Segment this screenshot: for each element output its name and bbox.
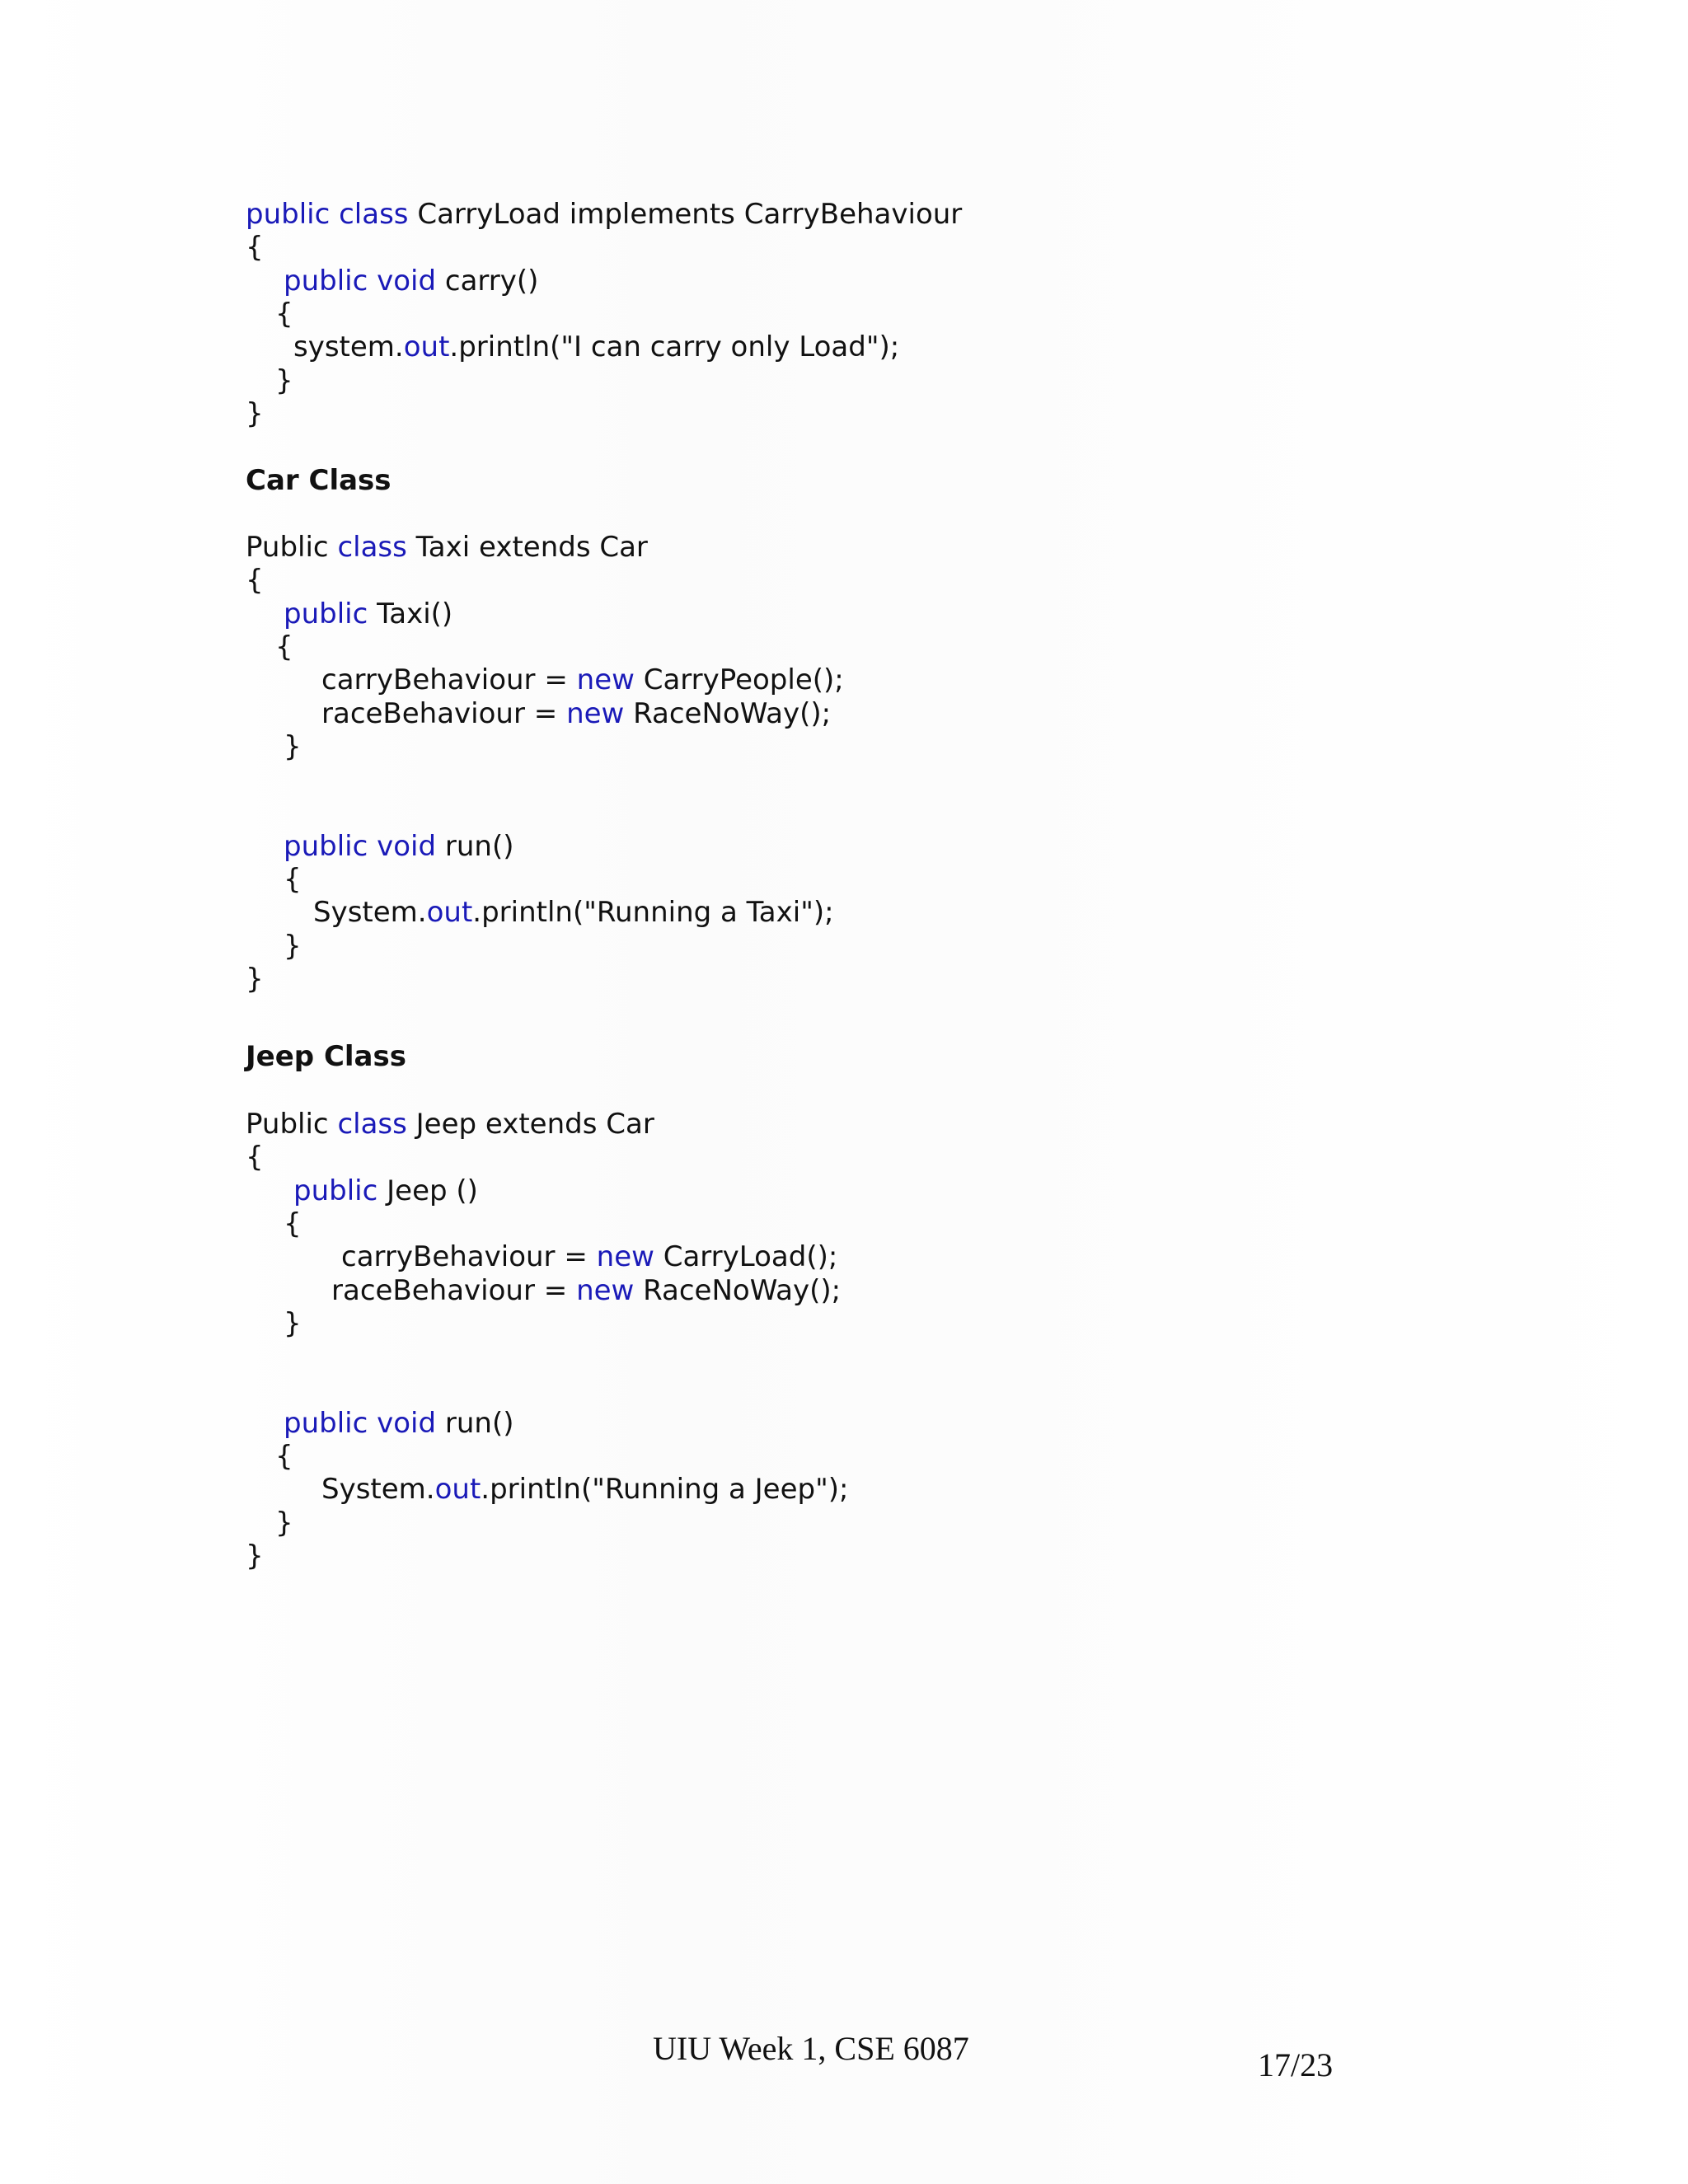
code-keyword: new bbox=[576, 663, 635, 697]
heading-jeep-class: Jeep Class bbox=[246, 1040, 406, 1073]
code-keyword: class bbox=[337, 531, 407, 564]
code-line bbox=[275, 1507, 293, 1540]
code-line bbox=[284, 830, 513, 863]
code-text: } bbox=[246, 1539, 264, 1572]
code-text: carryBehaviour = bbox=[341, 1240, 597, 1274]
code-line bbox=[284, 930, 302, 963]
code-text: Public bbox=[246, 531, 338, 564]
code-line bbox=[246, 1141, 264, 1174]
code-line bbox=[275, 298, 293, 330]
code-text: { bbox=[246, 1141, 264, 1174]
code-keyword: public void bbox=[284, 1406, 437, 1440]
code-text: carryBehaviour = bbox=[321, 663, 577, 697]
code-line bbox=[341, 1240, 837, 1273]
footer-course-label: UIU Week 1, CSE 6087 bbox=[653, 2030, 969, 2067]
code-text: { bbox=[284, 863, 302, 896]
code-line bbox=[321, 663, 844, 696]
code-text: .println("Running a Jeep"); bbox=[481, 1473, 849, 1507]
code-text: } bbox=[275, 363, 293, 397]
code-keyword: public bbox=[284, 597, 368, 630]
code-line bbox=[275, 364, 293, 397]
code-line bbox=[284, 730, 302, 763]
code-keyword: public class bbox=[246, 198, 409, 231]
code-line bbox=[284, 1307, 302, 1340]
code-text: RaceNoWay(); bbox=[624, 696, 832, 730]
code-keyword: new bbox=[596, 1240, 654, 1274]
code-keyword: new bbox=[566, 696, 625, 730]
code-line bbox=[275, 1440, 293, 1473]
code-text: } bbox=[246, 396, 264, 430]
code-text: .println("I can carry only Load"); bbox=[449, 330, 900, 364]
code-line bbox=[275, 630, 293, 663]
code-text: CarryPeople(); bbox=[634, 663, 844, 697]
code-text: { bbox=[246, 231, 264, 265]
heading-car-class: Car Class bbox=[246, 464, 392, 497]
code-line bbox=[284, 863, 302, 896]
code-text: { bbox=[246, 564, 264, 598]
code-line bbox=[246, 231, 264, 264]
code-text: System. bbox=[313, 896, 427, 930]
code-line bbox=[246, 531, 648, 564]
code-text: } bbox=[284, 1306, 302, 1340]
code-text: run() bbox=[436, 1406, 514, 1440]
code-keyword: out bbox=[403, 330, 450, 364]
code-text: { bbox=[275, 1440, 293, 1473]
code-line bbox=[284, 1407, 513, 1440]
code-text: run() bbox=[436, 829, 514, 863]
code-line bbox=[284, 265, 538, 298]
code-line bbox=[321, 1473, 848, 1506]
footer-page-number: 17/23 bbox=[1258, 2046, 1334, 2083]
code-text: { bbox=[275, 630, 293, 663]
code-line bbox=[246, 1540, 264, 1572]
code-text: RaceNoWay(); bbox=[634, 1273, 842, 1307]
code-keyword: new bbox=[576, 1273, 635, 1307]
code-keyword: out bbox=[434, 1473, 481, 1507]
code-line bbox=[246, 397, 264, 430]
code-keyword: class bbox=[337, 1108, 407, 1141]
code-line bbox=[313, 896, 834, 929]
code-line bbox=[284, 598, 452, 630]
code-text: } bbox=[284, 729, 302, 763]
code-keyword: public bbox=[293, 1174, 378, 1207]
code-keyword: out bbox=[426, 896, 473, 930]
code-line bbox=[293, 1174, 478, 1207]
code-text: CarryLoad(); bbox=[654, 1240, 838, 1274]
code-text: { bbox=[275, 297, 293, 330]
code-text: system. bbox=[293, 330, 404, 364]
code-text: } bbox=[246, 962, 264, 996]
code-line bbox=[321, 697, 831, 730]
code-line bbox=[246, 564, 264, 597]
code-text: } bbox=[275, 1506, 293, 1540]
code-line bbox=[293, 330, 899, 363]
code-text: Taxi extends Car bbox=[406, 531, 648, 564]
code-text: Jeep extends Car bbox=[406, 1108, 654, 1141]
code-text: raceBehaviour = bbox=[321, 696, 567, 730]
code-keyword: public void bbox=[284, 829, 437, 863]
code-line bbox=[246, 963, 264, 996]
code-line bbox=[331, 1274, 841, 1307]
code-line bbox=[246, 1108, 654, 1141]
code-text: raceBehaviour = bbox=[331, 1273, 577, 1307]
code-line bbox=[246, 198, 962, 231]
code-text: } bbox=[284, 929, 302, 963]
code-text: Public bbox=[246, 1108, 338, 1141]
code-text: .println("Running a Taxi"); bbox=[472, 896, 834, 930]
code-keyword: public void bbox=[284, 264, 437, 298]
code-text: System. bbox=[321, 1473, 435, 1507]
code-text: Jeep () bbox=[377, 1174, 478, 1207]
code-text: { bbox=[284, 1207, 302, 1240]
code-text: carry() bbox=[436, 264, 539, 298]
code-text: CarryLoad implements CarryBehaviour bbox=[408, 198, 963, 231]
code-line bbox=[284, 1207, 302, 1240]
code-text: Taxi() bbox=[368, 597, 453, 630]
